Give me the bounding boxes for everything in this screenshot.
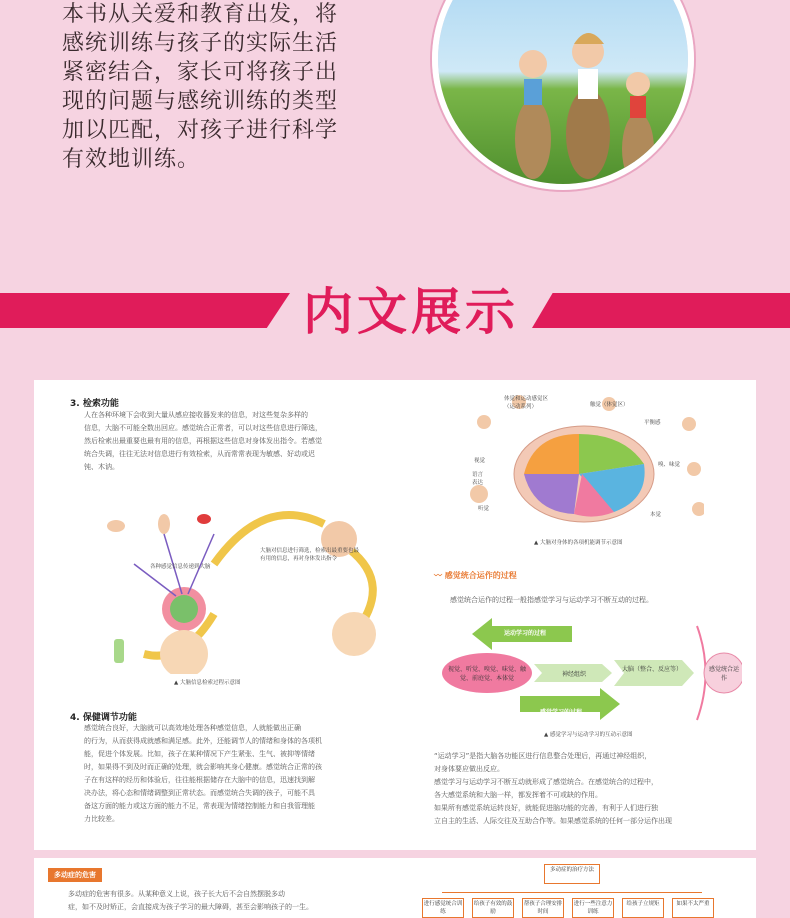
section-title: [434, 570, 517, 581]
sensory-learning-arrow: 感觉学习的过程: [539, 709, 582, 716]
children-photo: [438, 0, 688, 184]
paragraph-line: 统合失调，往往无法对信息进行有效检索，从而常常表现为敏感、好动或迟: [84, 450, 315, 458]
banner-bar-right: [532, 293, 790, 328]
wave-icon: 〰: [434, 571, 442, 580]
section-title-text: 感觉统合运作的过程: [444, 571, 517, 580]
paragraph-line: 感觉统合良好，大脑就可以高效地处理各种感觉信息，人就能做出正确: [84, 724, 301, 732]
paragraph-line: 立自主的生活、人际交往及互助合作等。如果感觉系统的任何一部分运作出现: [434, 817, 672, 825]
brain-label: 本觉: [650, 512, 662, 518]
sample-page-right: [394, 380, 756, 850]
nerve-box: 神经组织: [561, 671, 586, 678]
intro-line: 加以匹配，对孩子进行科学: [62, 118, 339, 143]
paragraph-line: 时，如果得不到及时而正确的处理，就会影响其身心健康。感觉统合正常的孩: [84, 763, 322, 771]
chart-connector: [442, 892, 702, 893]
treatment-box: 进行感觉统合训练: [422, 898, 464, 918]
section-tag: 多动症的危害: [48, 868, 102, 882]
paragraph-line: 子在有这样的经历和体验后，往往能根据储存在大脑中的信息，迅速找到解: [84, 776, 315, 784]
paragraph-line: 人在各种环境下会收到大量从感应接收器发来的信息，对这些复杂多样的: [84, 411, 308, 419]
paragraph: [54, 888, 374, 914]
paragraph-line: 然后检索出最重要也最有用的信息，再根据这些信息对身体发出指令。若感觉: [84, 437, 322, 445]
treatment-box: 给孩子立规矩: [622, 898, 664, 918]
brain-retrieval-illustration: [64, 504, 384, 674]
figure-caption: ▲ 大脑信息检索过程示意图: [174, 680, 241, 686]
brain-box: 大脑（整合、反应等）: [621, 666, 682, 673]
intro-line: 感统训练与孩子的实际生活: [62, 31, 339, 56]
treatment-box: 如果不太严重: [672, 898, 714, 918]
flow-intro: 感觉统合运作的过程一般指感觉学习与运动学习不断互动的过程。: [450, 596, 653, 604]
senses-oval: 视觉、听觉、嗅觉、味觉、触觉、前庭觉、本体觉: [447, 666, 526, 682]
paragraph-line: 对身体要应做出反应。: [434, 765, 504, 773]
paragraph-line: 的行为，从而获得成就感和满足感。此外，还能调节人的情绪和身体的各项机: [84, 737, 322, 745]
treatment-chart-title: 多动症的治疗方法: [544, 864, 600, 884]
intro-line: 现的问题与感统训练的类型: [62, 89, 339, 114]
brain-label: 触觉（体觉区）: [590, 402, 629, 408]
brain-label: 各种感觉信息传递到大脑: [150, 564, 211, 570]
banner-title: 内文展示: [303, 282, 519, 341]
paragraph-line: 如果所有感觉系统运转良好，就能促进脑功能的完善，有利于人们进行独: [434, 804, 658, 812]
paragraph-line: 能，促进个体发展。比如，孩子在某种情况下产生紧张、生气、被抑等情绪: [84, 750, 315, 758]
brain-label: 听觉: [478, 506, 490, 512]
treatment-box: 帮孩子合理安排时间: [522, 898, 564, 918]
treatment-box: 给孩子有效的鼓励: [472, 898, 514, 918]
section-heading: 3. 检索功能: [70, 399, 119, 409]
paragraph-line: 症，如不及时矫正，会直接成为孩子学习的最大障碍，甚至会影响孩子的一生。: [68, 903, 313, 911]
paragraph-line: 力比较差。: [84, 815, 119, 823]
paragraph-line: 钝、木讷。: [84, 463, 119, 471]
intro-line: 紧密结合，家长可将孩子出: [62, 60, 339, 85]
treatment-box: 进行一些注意力训练: [572, 898, 614, 918]
paragraph: [434, 750, 754, 828]
intro-text: [62, 0, 402, 174]
paragraph-line: 感觉学习与运动学习不断互动就形成了感觉统合。在感觉统合的过程中，: [434, 778, 658, 786]
paragraph-line: 信息，大脑不可能全数出回应。感觉统合正常者，可以对这些信息进行筛选，: [84, 424, 322, 432]
paragraph: [70, 409, 390, 474]
paragraph-line: 各大感觉系统和大脑一样，都发挥着不可或缺的作用。: [434, 791, 602, 799]
sample-page-left: [34, 380, 394, 850]
integration-circle: 感觉统合运作: [708, 666, 739, 682]
intro-line: 有效地训练。: [62, 147, 201, 172]
bubble-label: 大脑对信息进行筛选，检索出最重要也最有用的信息，再对身体发出指令: [260, 548, 360, 562]
brain-label: 语言表达: [472, 472, 484, 486]
figure-caption: ▲ 大脑对身体的各项机能调节示意图: [534, 540, 623, 546]
sample-page-bottom: [34, 858, 756, 918]
banner-bar-left: [0, 293, 290, 328]
motor-learning-arrow: 运动学习的过程: [503, 630, 546, 637]
brain-label: 嗅、味觉: [658, 462, 681, 468]
paragraph-line: 备这方面的能力或这方面的能力不足，常表现为情绪控制能力和自我管理能: [84, 802, 315, 810]
brain-label: 视觉: [474, 458, 486, 464]
intro-line: 本书从关爱和教育出发，将: [62, 2, 339, 27]
children-photo-frame: [432, 0, 694, 190]
brain-label: 体觉和运动感觉区（运动系列）: [504, 396, 549, 410]
figure-caption: ▲ 感觉学习与运动学习的互动示意图: [544, 732, 633, 738]
brain-label: 平衡感: [644, 420, 661, 426]
paragraph-line: 多动症的危害有很多。从某种意义上说，孩子长大后不会自然摆脱多动: [68, 890, 285, 898]
paragraph-line: “运动学习”是指大脑各功能区进行信息整合处理后，再通过神经组织，: [434, 752, 652, 760]
paragraph: [70, 722, 390, 826]
section-heading: 4. 保健调节功能: [70, 713, 137, 723]
paragraph-line: 决办法，将心态和情绪调整到正常状态。而感觉统合失调的孩子，可能不具: [84, 789, 315, 797]
